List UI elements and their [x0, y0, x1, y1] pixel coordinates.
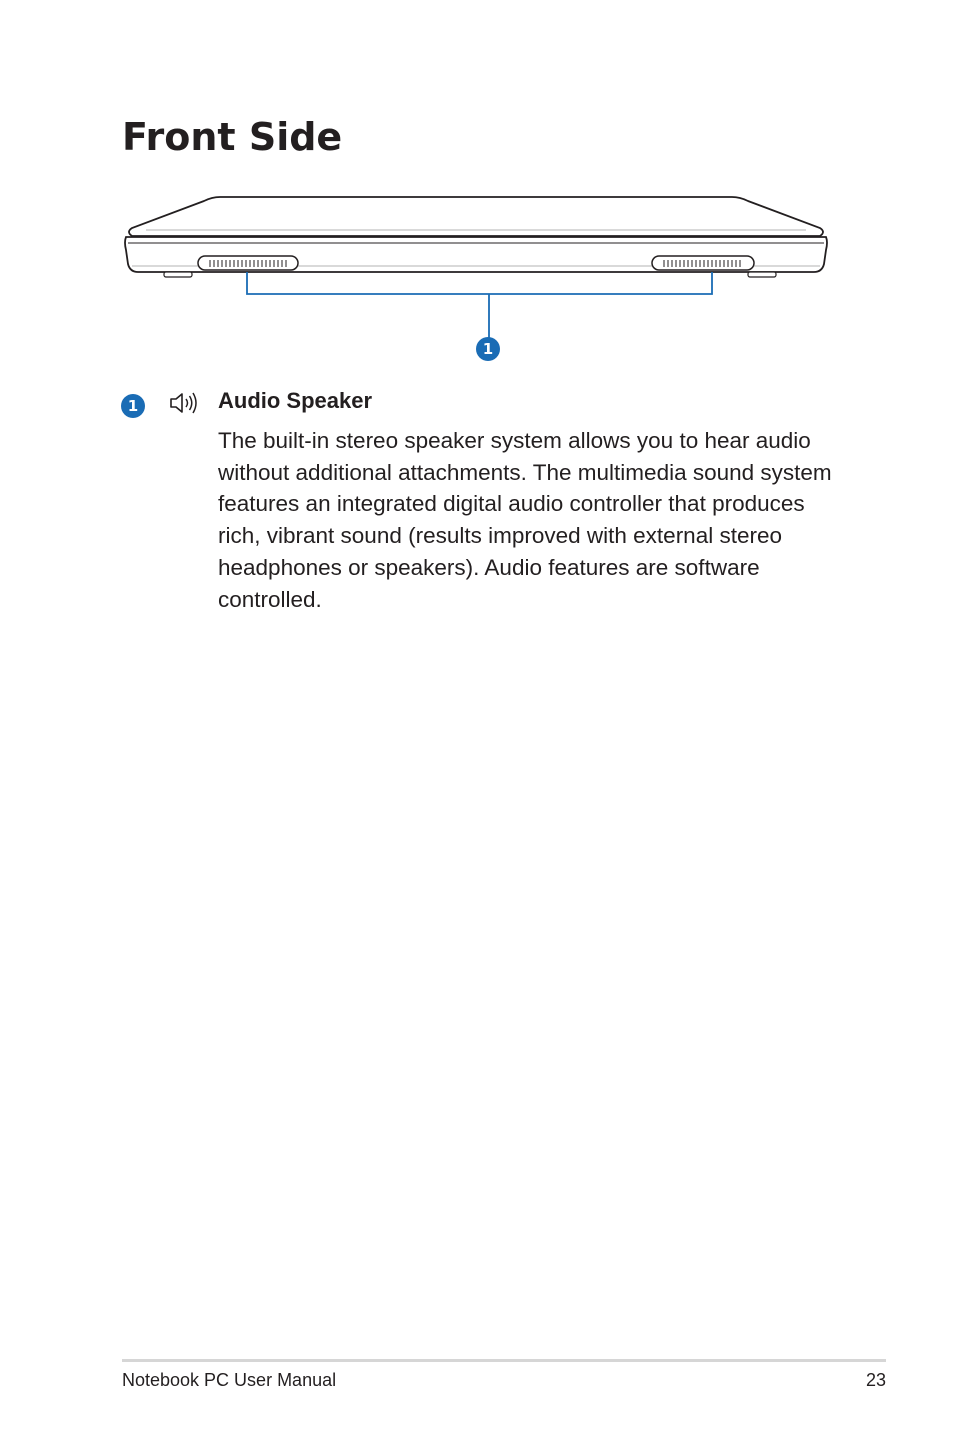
notebook-front-diagram [120, 190, 832, 365]
footer-divider [122, 1359, 886, 1362]
speaker-icon [168, 390, 200, 416]
item-number-badge: 1 [121, 394, 145, 418]
right-speaker-grille [652, 256, 754, 270]
left-speaker-grille [198, 256, 298, 270]
notebook-front-illustration [120, 190, 832, 365]
left-foot [164, 272, 192, 277]
callout-leader-line [247, 272, 712, 338]
item-description: The built-in stereo speaker system allows you to hear audio without additional attachments. The multimedia sound system features an integrated digital audio controller that produces rich, vibrant sound (results improved with external stereo headphones or speakers). Audio features are software controlled. [218, 428, 832, 612]
footer-manual-title: Notebook PC User Manual [122, 1370, 337, 1390]
page-title: Front Side [122, 115, 343, 159]
footer-page-number: 23 [865, 1370, 886, 1390]
diagram-callout-badge: 1 [476, 337, 500, 361]
item-title: Audio Speaker [218, 388, 373, 413]
right-foot [748, 272, 776, 277]
